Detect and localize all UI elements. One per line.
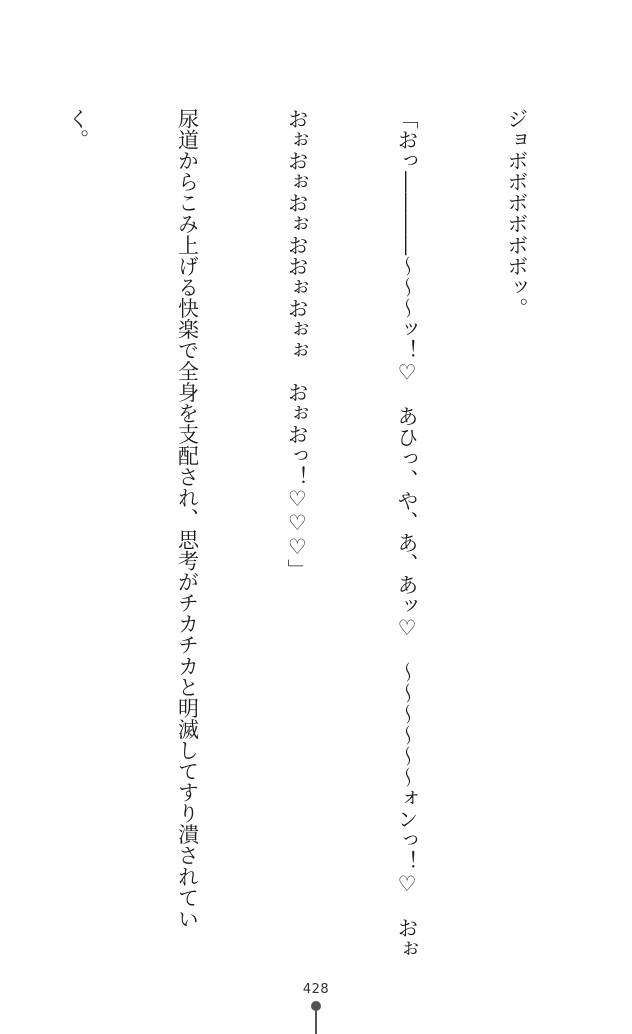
text-line: おぉおぉおぉおおぉおぉぉ おぉおっ！♡♡♡」: [285, 108, 310, 581]
text-line: く。: [65, 108, 90, 151]
text-line: 尿道からこみ上げる快楽で全身を支配され、思考がチカチカと明滅してすり潰されてい: [175, 108, 200, 929]
page-number: 428: [302, 982, 330, 997]
text-line: 「おっ――――～～～ッ！♡ あひっ、や、あ、あッ♡ ～～～～～～ォンっ！♡ おぉ: [395, 108, 420, 959]
text-line: ジョボボボボボボッ。: [504, 108, 529, 319]
page-marker-line: [315, 1010, 317, 1034]
vertical-body-text: [0, 108, 608, 959]
